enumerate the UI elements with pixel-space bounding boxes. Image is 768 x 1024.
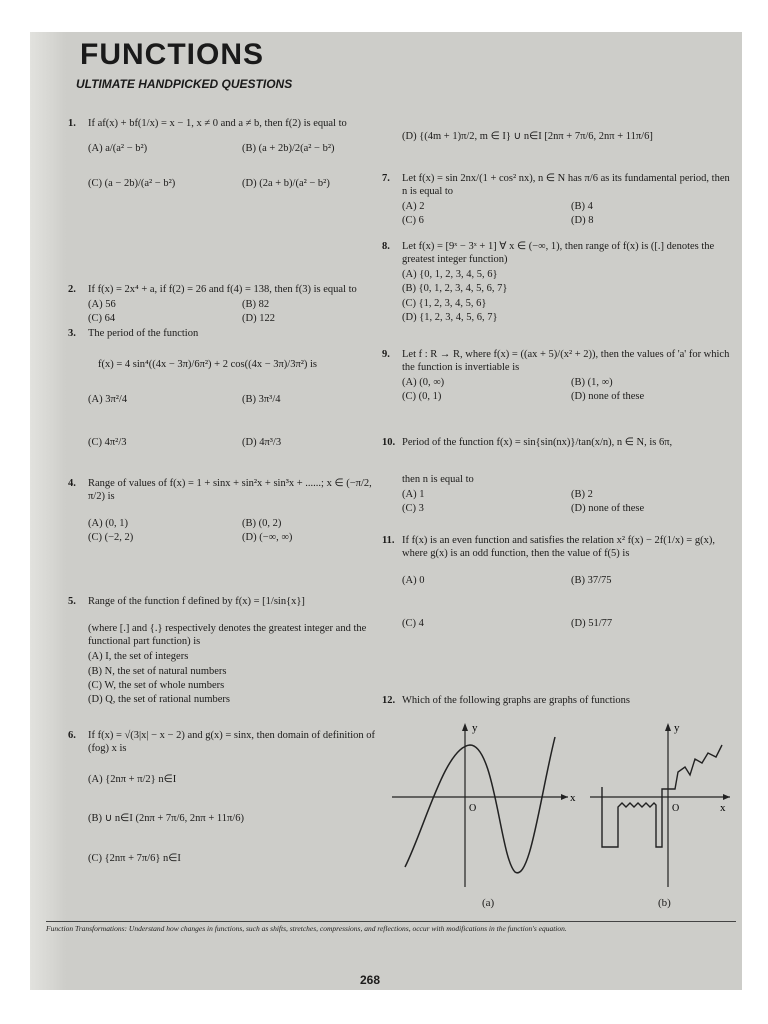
question-text: Range of values of f(x) = 1 + sinx + sin²x + sin³x + ......; x ∈ (−π/2, π/2) is: [88, 478, 372, 503]
question-2: [68, 283, 388, 325]
page-photo: [30, 32, 742, 990]
option-c: (C) {2nπ + 7π/6} n∈I: [88, 852, 181, 864]
question-number: 6.: [68, 730, 76, 741]
option-d: (D) (−∞, ∞): [242, 532, 293, 544]
graphs-svg: [390, 717, 730, 892]
graph-b-curve: [602, 745, 722, 847]
option-d: (D) 51/77: [571, 618, 613, 630]
option-d: (D) 122: [242, 313, 275, 325]
option-c: (C) 64: [88, 313, 116, 325]
option-b: (B) (1, ∞): [571, 377, 613, 389]
question-12: [382, 694, 732, 707]
option-a: (A) 56: [88, 299, 116, 311]
option-d: (D) none of these: [571, 391, 645, 403]
question-10: [382, 436, 732, 516]
question-number: 4.: [68, 478, 76, 489]
graph-b-origin: O: [672, 803, 680, 814]
option-c: (C) (0, 1): [402, 391, 442, 403]
option-b: (B) 3π³/4: [242, 394, 281, 406]
option-b: (B) 37/75: [571, 575, 612, 587]
option-c: (C) 3: [402, 503, 424, 515]
graph-a-y-arrow: [462, 723, 468, 731]
question-text-cont: then n is equal to: [402, 474, 474, 486]
question-number: 10.: [382, 437, 396, 448]
option-a: (A) (0, ∞): [402, 377, 445, 389]
option-d: (D) 4π³/3: [242, 437, 282, 449]
question-number: 2.: [68, 284, 76, 295]
graph-a-origin: O: [469, 803, 477, 814]
graph-a-x-arrow: [561, 794, 568, 800]
option-b: (B) N, the set of natural numbers: [88, 665, 227, 677]
question-number: 9.: [382, 349, 390, 360]
question-3: [68, 327, 388, 450]
question-note: (where [.] and {.} respectively denotes the greatest integer and the functional part function) is: [88, 623, 367, 648]
option-a: (A) 1: [402, 489, 425, 501]
question-number: 3.: [68, 328, 76, 339]
graph-a-caption: (a): [482, 897, 495, 909]
option-c: (C) (a − 2b)/(a² − b²): [88, 178, 176, 190]
left-column: [68, 117, 388, 917]
option-d: (D) 8: [571, 215, 594, 227]
question-number: 12.: [382, 695, 396, 706]
graph-b-y-arrow: [665, 723, 671, 731]
option-c: (C) {1, 2, 3, 4, 5, 6}: [402, 297, 487, 309]
graph-b-x-label: x: [720, 802, 726, 814]
option-c: (C) 6: [402, 215, 424, 227]
option-a: (A) {0, 1, 2, 3, 4, 5, 6}: [402, 269, 498, 281]
option-b: (B) 2: [571, 489, 593, 501]
question-8: [382, 240, 732, 324]
question-text: If af(x) + bf(1/x) = x − 1, x ≠ 0 and a ≠ b, then f(2) is equal to: [88, 118, 347, 129]
page-subtitle: ULTIMATE HANDPICKED QUESTIONS: [76, 77, 293, 91]
question-text: If f(x) = 2x⁴ + a, if f(2) = 26 and f(4) = 138, then f(3) is equal to: [88, 284, 357, 295]
option-a: (A) I, the set of integers: [88, 651, 189, 663]
question-7: [382, 172, 732, 228]
book-spine: [30, 32, 66, 990]
question-number: 7.: [382, 173, 390, 184]
option-c: (C) 4π²/3: [88, 437, 127, 449]
option-a: (A) (0, 1): [88, 518, 128, 530]
option-b: (B) (a + 2b)/2(a² − b²): [242, 143, 335, 155]
question-text: Let f(x) = [9ˣ − 3ˣ + 1] ∀ x ∈ (−∞, 1), then range of f(x) is ([.] denotes the greatest integer function): [402, 241, 715, 266]
question-number: 8.: [382, 241, 390, 252]
option-d: (D) none of these: [571, 503, 645, 515]
option-b: (B) ∪ n∈I (2nπ + 7π/6, 2nπ + 11π/6): [88, 813, 244, 825]
question-11: [382, 534, 732, 631]
option-b: (B) 4: [571, 201, 593, 213]
option-d: (D) {1, 2, 3, 4, 5, 6, 7}: [402, 311, 498, 323]
question-text: Which of the following graphs are graphs of functions: [402, 695, 631, 706]
graph-a-y-label: y: [472, 722, 478, 734]
question-1: [68, 117, 388, 190]
option-b: (B) {0, 1, 2, 3, 4, 5, 6, 7}: [402, 283, 508, 295]
graph-a-curve: [405, 737, 555, 873]
question-text: Period of the function f(x) = sin{sin(nx)}/tan(x/n), n ∈ N, is 6π,: [402, 437, 673, 448]
question-text: Let f : R → R, where f(x) = ((ax + 5)/(x² + 2)), then the values of 'a' for which the function is invertiable is: [402, 349, 730, 374]
option-c: (C) W, the set of whole numbers: [88, 679, 225, 691]
question-text: If f(x) = √(3|x| − x − 2) and g(x) = sinx, then domain of definition of (fog) x is: [88, 730, 376, 755]
page-number: 268: [360, 973, 381, 987]
question-4: [68, 477, 388, 545]
question-9: [382, 348, 732, 404]
question-5: [68, 595, 388, 706]
graph-b-x-arrow: [723, 794, 730, 800]
question-text: If f(x) is an even function and satisfies the relation x² f(x) − 2f(1/x) = g(x), where g(x) is an odd function, then the value of f(5) is: [402, 535, 715, 560]
question-equation: f(x) = 4 sin⁴((4x − 3π)/6π²) + 2 cos((4x − 3π)/3π²) is: [98, 359, 318, 371]
option-c: (C) 4: [402, 618, 424, 630]
question-6-option-d: [402, 130, 732, 143]
option-b: (B) 82: [242, 299, 270, 311]
option-c: (C) (−2, 2): [88, 532, 134, 544]
graph-b-caption: (b): [658, 897, 671, 909]
question-number: 11.: [382, 535, 395, 546]
footer-note: Function Transformations: Understand how changes in functions, such as shifts, stretches, compressions, and reflections, occur with modifications in the function's equation.: [46, 921, 736, 933]
question-6: [68, 729, 388, 865]
question-text: Range of the function f defined by f(x) = [1/sin{x}]: [88, 596, 305, 607]
question-number: 1.: [68, 118, 76, 129]
option-b: (B) (0, 2): [242, 518, 282, 530]
option-a: (A) {2nπ + π/2} n∈I: [88, 774, 177, 786]
question-text: Let f(x) = sin 2nx/(1 + cos² nx), n ∈ N has π/6 as its fundamental period, then n is equal to: [402, 173, 730, 198]
graph-b-y-label: y: [674, 722, 680, 734]
option-a: (A) 2: [402, 201, 425, 213]
question-number: 5.: [68, 596, 76, 607]
page-title: FUNCTIONS: [80, 38, 264, 71]
option-a: (A) 0: [402, 575, 425, 587]
option-d: (D) {(4m + 1)π/2, m ∈ I} ∪ n∈I [2nπ + 7π/6, 2nπ + 11π/6]: [402, 131, 653, 142]
option-d: (D) Q, the set of rational numbers: [88, 693, 231, 705]
option-d: (D) (2a + b)/(a² − b²): [242, 178, 330, 190]
question-text: The period of the function: [88, 328, 199, 339]
option-a: (A) a/(a² − b²): [88, 143, 148, 155]
option-a: (A) 3π²/4: [88, 394, 128, 406]
question-12-graphs: [390, 717, 730, 909]
graph-a-x-label: x: [570, 792, 576, 804]
